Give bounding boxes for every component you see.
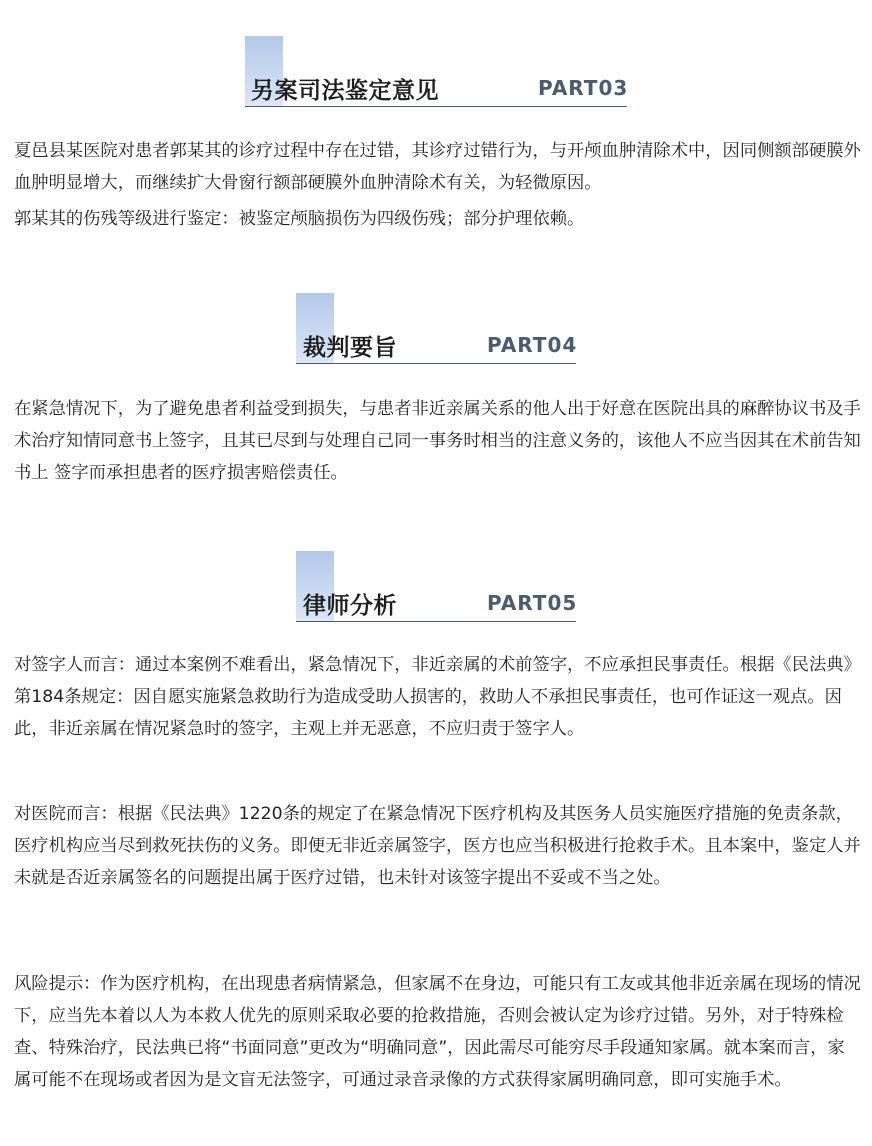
section-part-label: PART03 (538, 76, 629, 100)
paragraph: 夏邑县某医院对患者郭某其的诊疗过程中存在过错，其诊疗过错行为，与开颅血肿清除术中，因同侧额部硬膜外血肿明显增大，而继续扩大骨窗行额部硬膜外血肿清除术有关，为轻微原因。 (14, 141, 861, 193)
section-header (0, 36, 872, 110)
header-underline (245, 106, 627, 107)
section-part-label: PART04 (487, 333, 578, 357)
paragraph: 风险提示：作为医疗机构，在出现患者病情紧急，但家属不在身边，可能只有工友或其他非近亲属在现场的情况下，应当先本着以人为本救人优先的原则采取必要的抢救措施，否则会被认定为诊疗过错。另外，对于特殊检查、特殊治疗，民法典已将“书面同意”更改为“明确同意”，因此需尽可能穷尽手段通知家属。就本案而言，家属可能不在现场或者因为是文盲无法签字，可通过录音录像的方式获得家属明确同意，即可实施手术。 (14, 974, 861, 1090)
paragraph: 对签字人而言：通过本案例不难看出，紧急情况下，非近亲属的术前签字，不应承担民事责任。根据《民法典》第184条规定：因自愿实施紧急救助行为造成受助人损害的，救助人不承担民事责任，也可作证这一观点。因此，非近亲属在情况紧急时的签字，主观上并无恶意，不应归责于签字人。 (14, 655, 861, 739)
section-title: 律师分析 (303, 593, 397, 619)
header-underline (296, 363, 576, 364)
section-header (0, 551, 872, 625)
paragraph: 对医院而言：根据《民法典》1220条的规定了在紧急情况下医疗机构及其医务人员实施医疗措施的免责条款，医疗机构应当尽到救死扶伤的义务。即便无非近亲属签字，医方也应当积极进行抢救手术。且本案中，鉴定人并未就是否近亲属签名的问题提出属于医疗过错，也未针对该签字提出不妥或不当之处。 (14, 804, 861, 888)
section-part04 (0, 293, 872, 493)
paragraph: 郭某其的伤残等级进行鉴定：被鉴定颅脑损伤为四级伤残；部分护理依赖。 (14, 209, 585, 229)
section-part05 (0, 551, 872, 1146)
section-title: 裁判要旨 (303, 335, 397, 361)
section-header (0, 293, 872, 367)
section-part03 (0, 36, 872, 236)
section-part-label: PART05 (487, 591, 578, 615)
paragraph: 在紧急情况下，为了避免患者利益受到损失，与患者非近亲属关系的他人出于好意在医院出具的麻醉协议书及手术治疗知情同意书上签字，且其已尽到与处理自己同一事务时相当的注意义务的，该他人不应当因其在术前告知书上 签字而承担患者的医疗损害赔偿责任。 (14, 399, 861, 483)
header-underline (296, 621, 576, 622)
section-title: 另案司法鉴定意见 (251, 78, 439, 104)
